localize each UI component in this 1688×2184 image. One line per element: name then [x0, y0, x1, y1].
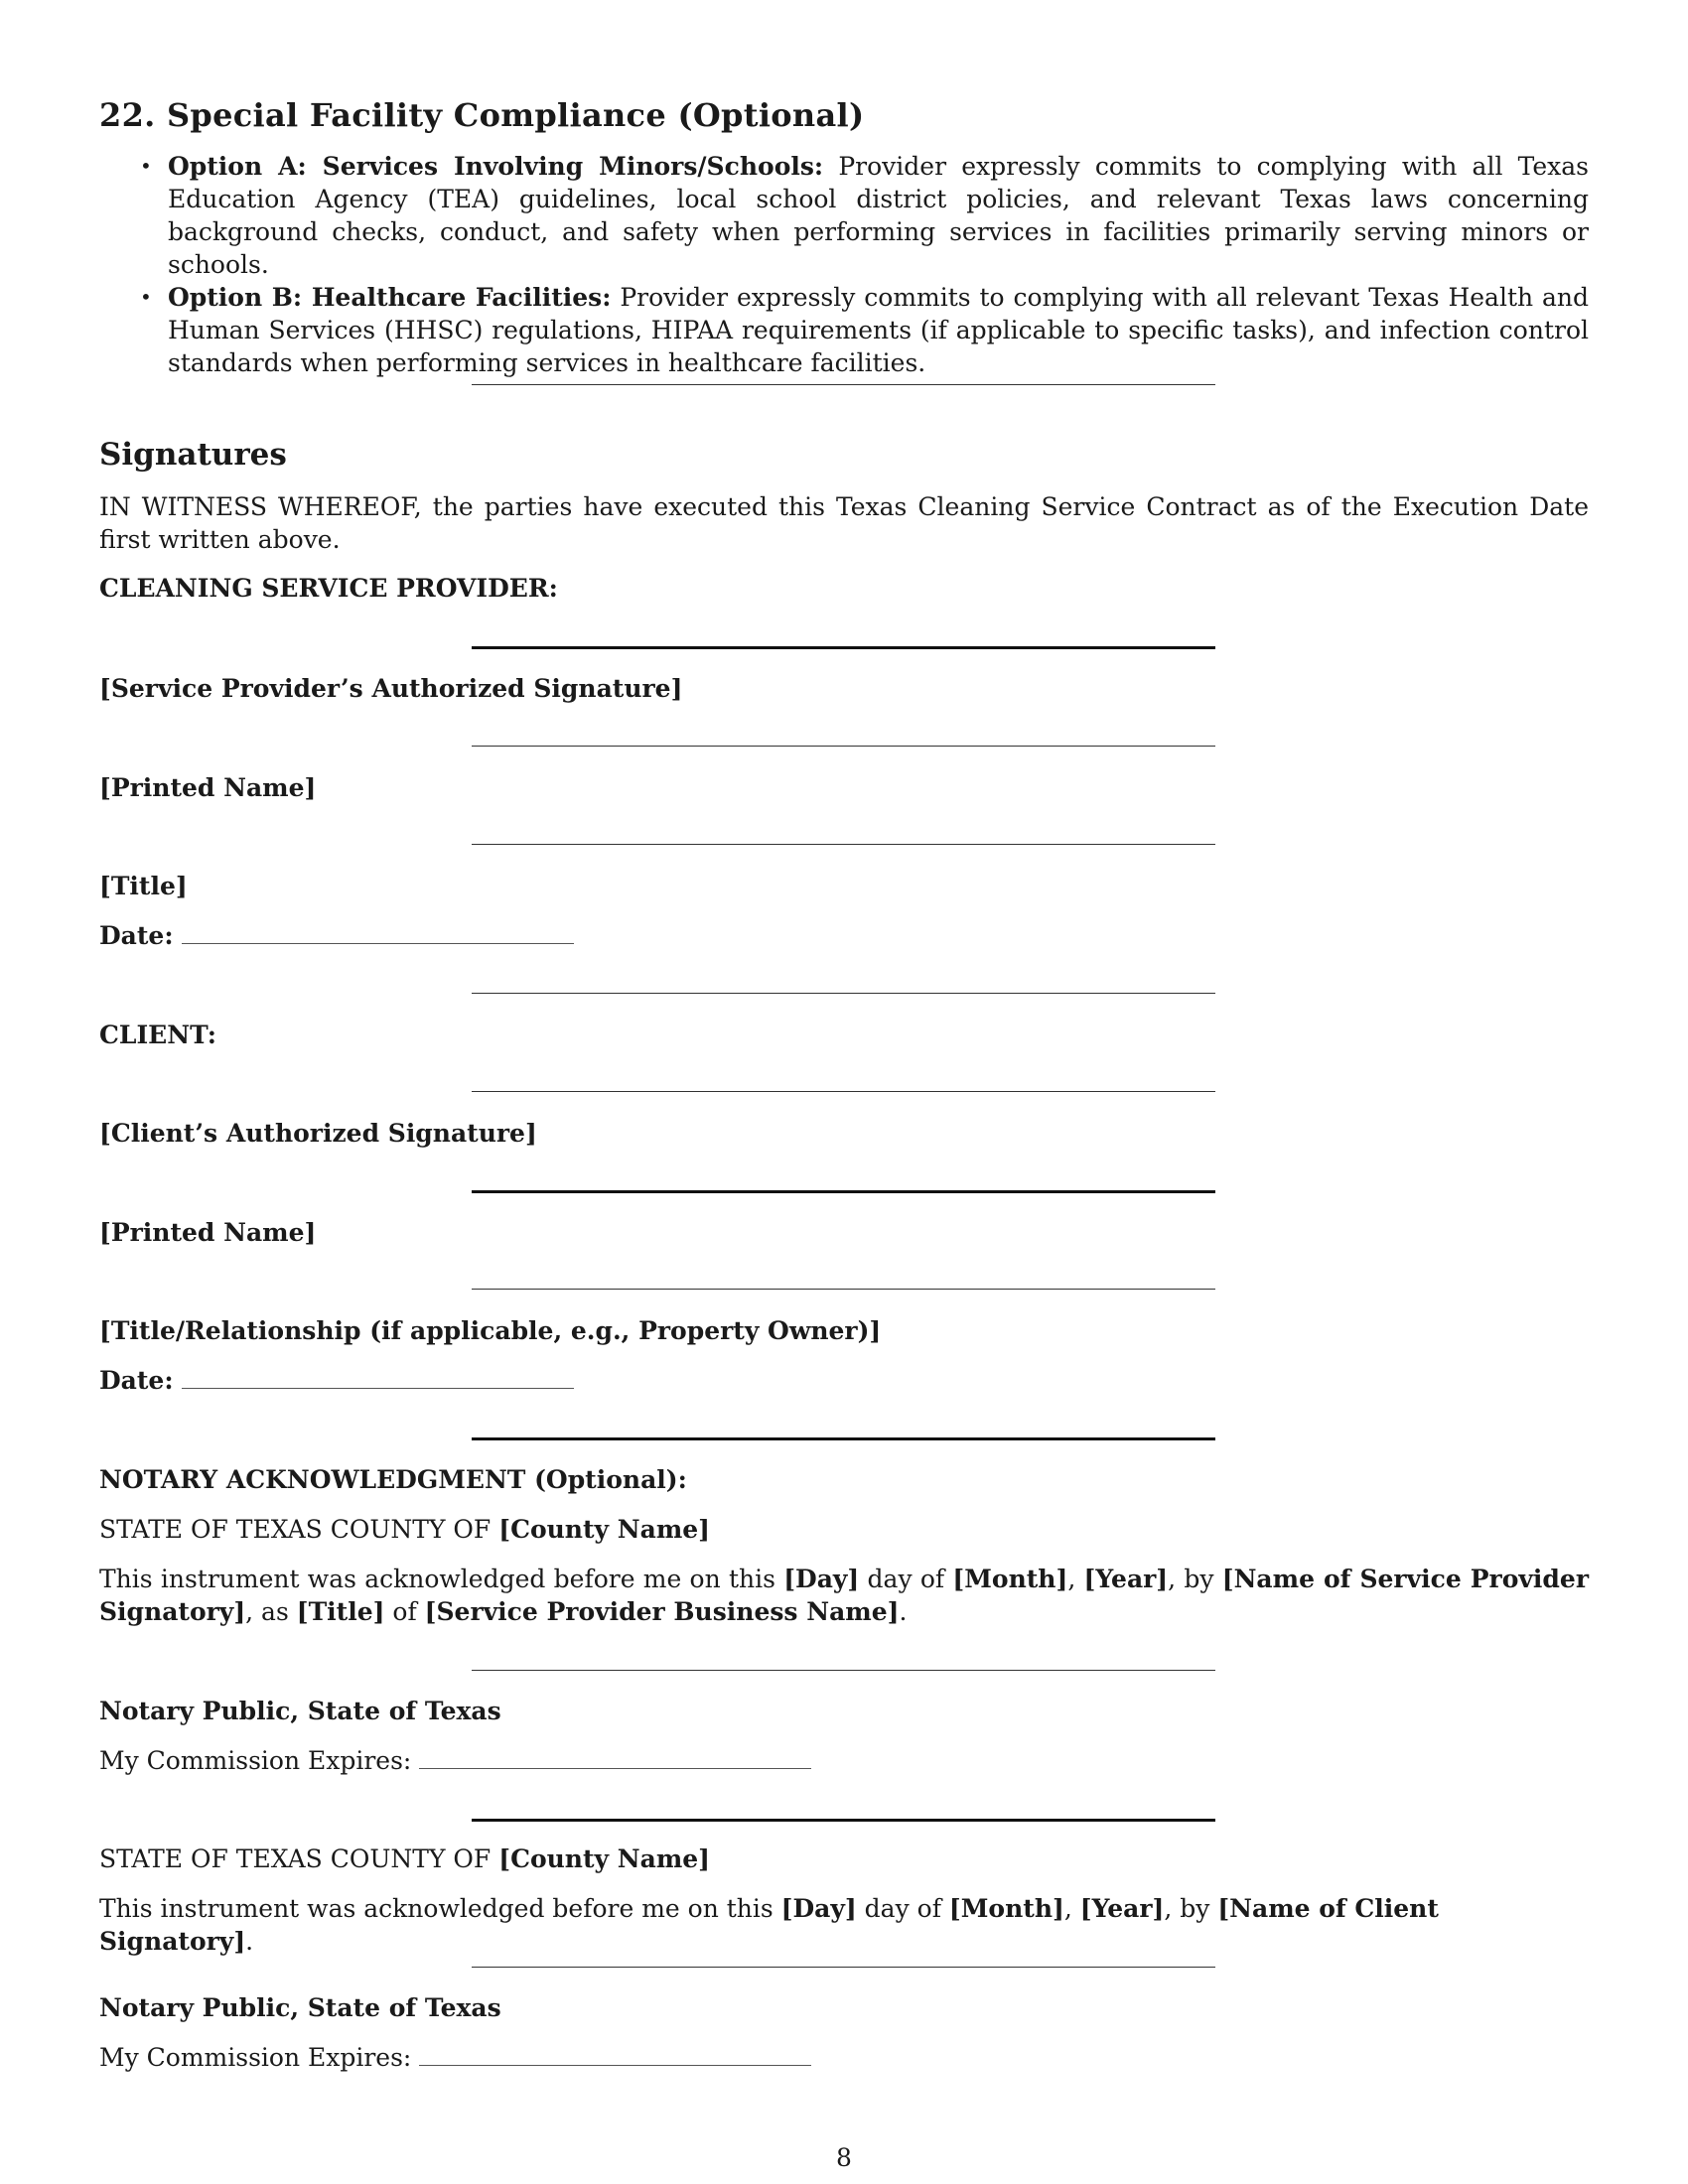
signatures-title: Signatures — [99, 437, 287, 473]
month-placeholder: [Month] — [952, 1565, 1068, 1593]
notary-signature-line[interactable] — [472, 1670, 1215, 1671]
signatory-name-placeholder: [Name of Service Provider Signatory] — [99, 1565, 1589, 1626]
provider-date-label: Date: — [99, 921, 174, 950]
title-placeholder: [Title] — [296, 1597, 385, 1626]
signatory-name-placeholder: [Name of Client Signatory] — [99, 1894, 1439, 1956]
state-county-prefix: STATE OF TEXAS COUNTY OF — [99, 1844, 499, 1873]
ack-text: This instrument was acknowledged before me on this — [99, 1565, 784, 1593]
signatures-intro: IN WITNESS WHEREOF, the parties have executed this Texas Cleaning Service Contract as of the Execution Date first written above. — [99, 492, 1589, 554]
ack-text: . — [245, 1927, 254, 1956]
state-county-prefix: STATE OF TEXAS COUNTY OF — [99, 1515, 499, 1544]
ack-text: , by — [1168, 1565, 1222, 1593]
notary-client-acknowledgment — [99, 1892, 1589, 1958]
notary-public-label: Notary Public, State of Texas — [99, 1697, 501, 1725]
ack-text: of — [384, 1597, 425, 1626]
divider-line — [472, 1437, 1215, 1440]
notary-public-label: Notary Public, State of Texas — [99, 1993, 501, 2022]
commission-expires-label: My Commission Expires: — [99, 2043, 412, 2072]
section-divider — [472, 384, 1215, 385]
notary-client-state — [99, 1843, 710, 1875]
county-name-placeholder: [County Name] — [498, 1844, 711, 1873]
commission-expires-row — [99, 2041, 811, 2074]
option-b-item — [99, 281, 1589, 379]
client-title-label: [Title/Relationship (if applicable, e.g., Property Owner)] — [99, 1316, 882, 1345]
commission-expires-field[interactable] — [419, 1746, 811, 1769]
client-signature-label: [Client’s Authorized Signature] — [99, 1119, 537, 1148]
client-date-row — [99, 1364, 574, 1397]
client-printed-name-label: [Printed Name] — [99, 1218, 317, 1247]
commission-expires-label: My Commission Expires: — [99, 1746, 412, 1775]
month-placeholder: [Month] — [948, 1894, 1064, 1923]
business-name-placeholder: [Service Provider Business Name] — [424, 1597, 900, 1626]
option-a-text: Provider expressly commits to complying with all Texas Education Agency (TEA) guidelines, local school district policies, and relevant Texas laws concerning background checks, conduct, and safety when performing services in facilities primarily serving minors or schools. — [168, 152, 1590, 279]
commission-expires-field[interactable] — [419, 2043, 811, 2066]
ack-text: This instrument was acknowledged before me on this — [99, 1894, 781, 1923]
client-printed-name-line[interactable] — [472, 1190, 1215, 1193]
notary-provider-acknowledgment — [99, 1563, 1589, 1628]
ack-text: , — [1063, 1894, 1080, 1923]
page-number: 8 — [836, 2143, 852, 2172]
provider-date-row — [99, 919, 574, 952]
provider-title-label: [Title] — [99, 872, 188, 900]
client-date-field[interactable] — [182, 1366, 574, 1389]
ack-text: day of — [856, 1894, 949, 1923]
year-placeholder: [Year] — [1079, 1894, 1165, 1923]
provider-printed-name-label: [Printed Name] — [99, 773, 317, 802]
provider-printed-name-line[interactable] — [472, 746, 1215, 747]
day-placeholder: [Day] — [783, 1565, 860, 1593]
notary-signature-line[interactable] — [472, 1967, 1215, 1968]
client-heading: CLIENT: — [99, 1021, 217, 1049]
bullet-icon: • — [140, 285, 152, 309]
ack-text: , by — [1164, 1894, 1218, 1923]
divider-line — [472, 993, 1215, 994]
client-title-line[interactable] — [472, 1289, 1215, 1290]
section-22-title: 22. Special Facility Compliance (Optional) — [99, 96, 865, 134]
ack-text: , — [1067, 1565, 1084, 1593]
divider-line — [472, 1819, 1215, 1822]
ack-text: day of — [859, 1565, 953, 1593]
option-b-label: Option B: Healthcare Facilities: — [168, 283, 612, 312]
provider-title-line[interactable] — [472, 844, 1215, 845]
option-b-text: Provider expressly commits to complying with all relevant Texas Health and Human Services (HHSC) regulations, HIPAA requirements (if applicable to specific tasks), and infection control standards when performing services in healthcare facilities. — [168, 283, 1590, 377]
provider-signature-label: [Service Provider’s Authorized Signature] — [99, 674, 683, 703]
bullet-icon: • — [140, 154, 152, 178]
provider-date-field[interactable] — [182, 921, 574, 944]
provider-signature-line[interactable] — [472, 646, 1215, 649]
provider-heading: CLEANING SERVICE PROVIDER: — [99, 574, 558, 603]
option-a-item — [99, 150, 1589, 281]
commission-expires-row — [99, 1744, 811, 1777]
client-date-label: Date: — [99, 1366, 174, 1395]
notary-heading: NOTARY ACKNOWLEDGMENT (Optional): — [99, 1465, 687, 1494]
county-name-placeholder: [County Name] — [498, 1515, 711, 1544]
ack-text: . — [899, 1597, 908, 1626]
ack-text: , as — [245, 1597, 297, 1626]
notary-provider-state — [99, 1513, 710, 1546]
day-placeholder: [Day] — [780, 1894, 857, 1923]
compliance-options-list — [99, 150, 1589, 379]
option-a-label: Option A: Services Involving Minors/Schools: — [168, 152, 824, 181]
client-signature-line[interactable] — [472, 1091, 1215, 1092]
year-placeholder: [Year] — [1083, 1565, 1169, 1593]
